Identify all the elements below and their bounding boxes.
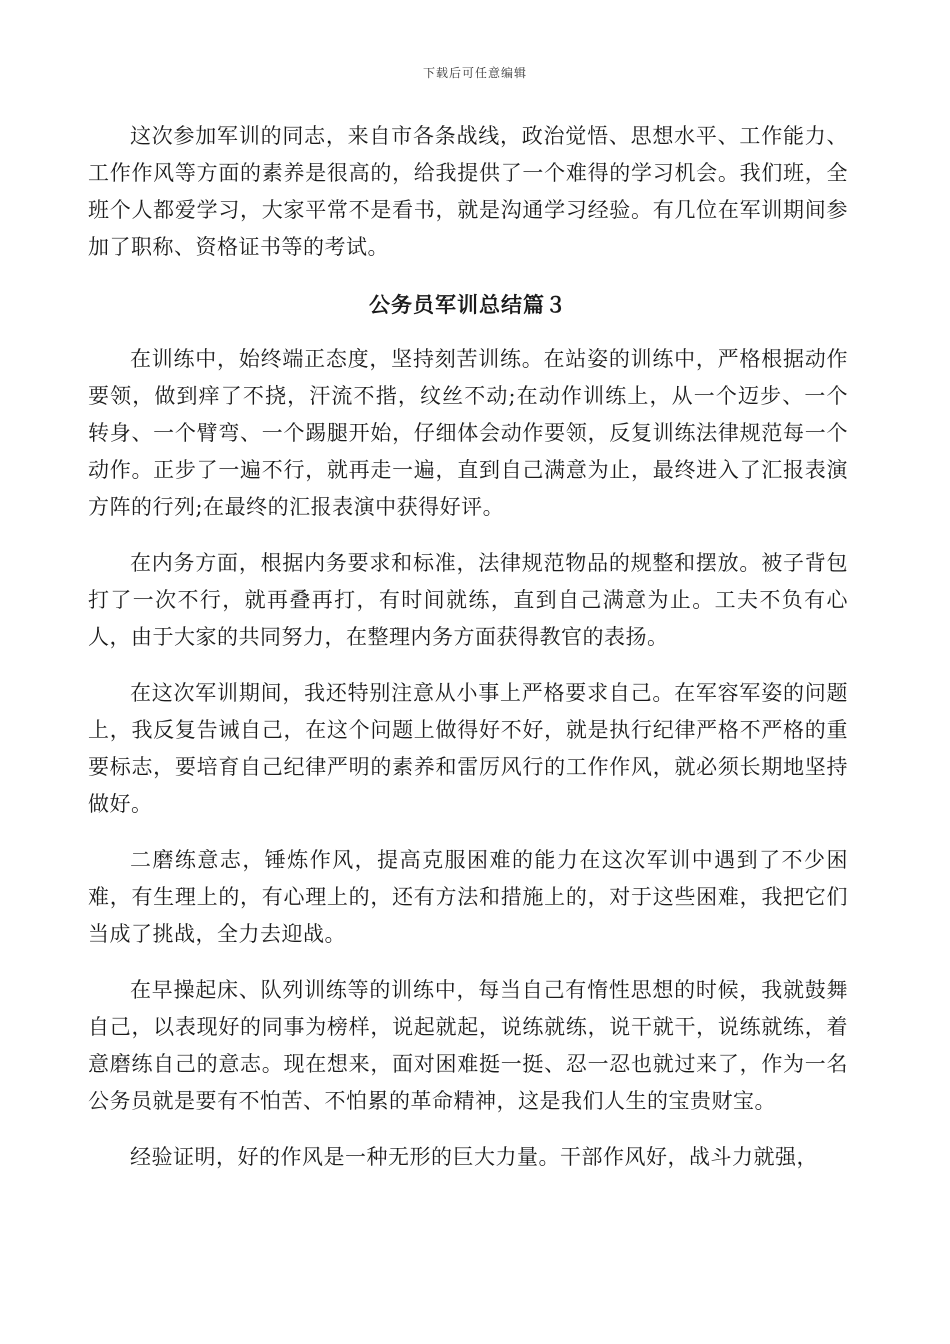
section-title: 公务员军训总结篇３ <box>369 292 567 317</box>
paragraph-5: 在早操起床、队列训练等的训练中，每当自己有惰性思想的时候，我就鼓舞自己，以表现好的同事为榜样，说起就起，说练就练，说干就干，说练就练，着意磨练自己的意志。现在想来，面对困难挺一挺、忍一忍也就过来了，作为一名公务员就是要有不怕苦、不怕累的革命精神，这是我们人生的宝贵财宝。 <box>88 978 848 1113</box>
document-body <box>88 118 848 1195</box>
header-note: 下载后可任意编辑 <box>422 66 527 80</box>
paragraph-3: 在这次军训期间，我还特别注意从小事上严格要求自己。在军容军姿的问题上，我反复告诫自己，在这个问题上做得好不好，就是执行纪律严格不严格的重要标志，要培育自己纪律严明的素养和雷厉风行的工作作风，就必须长期地坚持做好。 <box>88 681 848 816</box>
paragraph-2: 在内务方面，根据内务要求和标准，法律规范物品的规整和摆放。被子背包打了一次不行，就再叠再打，有时间就练，直到自己满意为止。工夫不负有心人，由于大家的共同努力，在整理内务方面获得教官的表扬。 <box>88 551 848 649</box>
paragraph-6: 经验证明，好的作风是一种无形的巨大力量。干部作风好，战斗力就强， <box>130 1145 818 1169</box>
paragraph-1: 在训练中，始终端正态度，坚持刻苦训练。在站姿的训练中，严格根据动作要领，做到痒了不挠，汗流不揩，纹丝不动;在动作训练上，从一个迈步、一个转身、一个臂弯、一个踢腿开始，仔细体会动作要领，反复训练法律规范每一个动作。正步了一遍不行，就再走一遍，直到自己满意为止，最终进入了汇报表演方阵的行列;在最终的汇报表演中获得好评。 <box>88 347 848 519</box>
intro-paragraph: 这次参加军训的同志，来自市各条战线，政治觉悟、思想水平、工作能力、工作作风等方面的素养是很高的，给我提供了一个难得的学习机会。我们班，全班个人都爱学习，大家平常不是看书，就是沟通学习经验。有几位在军训期间参加了职称、资格证书等的考试。 <box>88 124 848 259</box>
paragraph-4: 二磨练意志，锤炼作风，提高克服困难的能力在这次军训中遇到了不少困难，有生理上的，有心理上的，还有方法和措施上的，对于这些困难，我把它们当成了挑战，全力去迎战。 <box>88 848 848 946</box>
